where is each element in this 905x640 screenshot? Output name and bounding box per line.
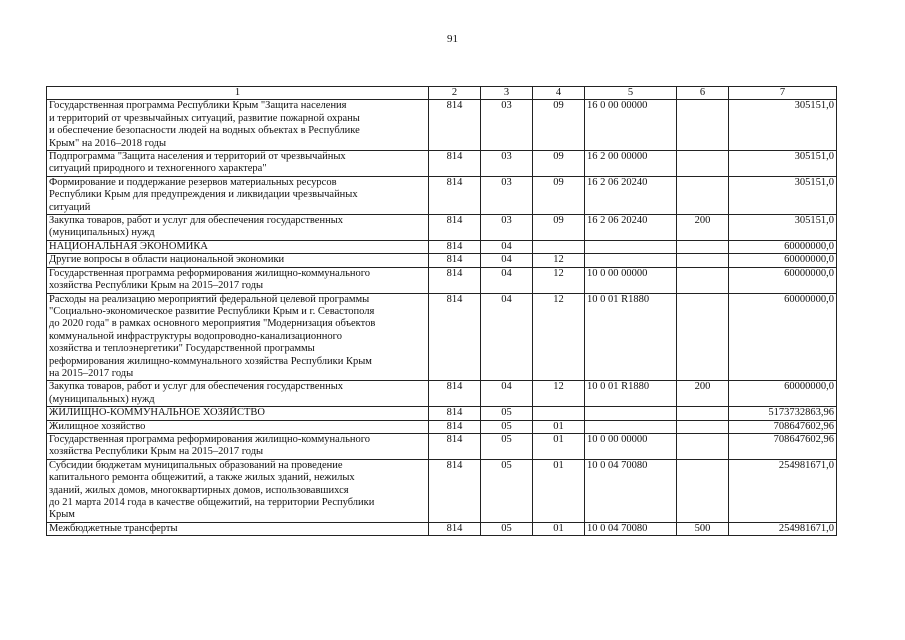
row-name-text: Подпрограмма "Защита населения и территорий от чрезвычайных ситуаций природного и техногенного характера" <box>49 151 346 175</box>
section-code-cell: 03 <box>481 100 533 151</box>
section-code-cell: 03 <box>481 151 533 177</box>
header-col-4: 4 <box>533 87 585 100</box>
subsection-code-cell: 12 <box>533 254 585 267</box>
target-article-cell: 16 2 06 20240 <box>585 215 677 241</box>
amount-cell: 305151,0 <box>729 215 837 241</box>
ministry-code-cell: 814 <box>429 381 481 407</box>
row-name-cell <box>47 240 429 253</box>
row-name-cell <box>47 100 429 151</box>
ministry-code-cell: 814 <box>429 293 481 381</box>
expense-type-cell <box>677 254 729 267</box>
table-body <box>47 100 837 536</box>
ministry-code-cell: 814 <box>429 459 481 522</box>
header-col-2: 2 <box>429 87 481 100</box>
section-code-cell: 03 <box>481 215 533 241</box>
target-article-cell: 10 0 01 R1880 <box>585 381 677 407</box>
page-number: 91 <box>447 33 458 45</box>
target-article-cell: 16 0 00 00000 <box>585 100 677 151</box>
table-row <box>47 459 837 522</box>
row-name-cell <box>47 267 429 293</box>
expense-type-cell: 200 <box>677 381 729 407</box>
ministry-code-cell: 814 <box>429 433 481 459</box>
expense-type-cell <box>677 407 729 420</box>
amount-cell: 60000000,0 <box>729 254 837 267</box>
target-article-cell: 10 0 04 70080 <box>585 459 677 522</box>
table-row <box>47 254 837 267</box>
table-row <box>47 151 837 177</box>
section-code-cell: 05 <box>481 407 533 420</box>
target-article-cell <box>585 240 677 253</box>
table-row <box>47 240 837 253</box>
ministry-code-cell: 814 <box>429 176 481 214</box>
row-name-text: НАЦИОНАЛЬНАЯ ЭКОНОМИКА <box>49 240 208 252</box>
expense-type-cell <box>677 459 729 522</box>
row-name-cell <box>47 151 429 177</box>
row-name-text: Межбюджетные трансферты <box>49 522 178 534</box>
header-col-1: 1 <box>47 87 429 100</box>
table-row <box>47 522 837 535</box>
expense-type-cell <box>677 176 729 214</box>
expense-type-cell: 500 <box>677 522 729 535</box>
expense-type-cell <box>677 100 729 151</box>
target-article-cell: 16 2 06 20240 <box>585 176 677 214</box>
amount-cell: 254981671,0 <box>729 522 837 535</box>
expense-type-cell: 200 <box>677 215 729 241</box>
ministry-code-cell: 814 <box>429 240 481 253</box>
section-code-cell: 04 <box>481 240 533 253</box>
ministry-code-cell: 814 <box>429 215 481 241</box>
subsection-code-cell: 09 <box>533 215 585 241</box>
target-article-cell: 10 0 00 00000 <box>585 267 677 293</box>
row-name-cell <box>47 381 429 407</box>
section-code-cell: 05 <box>481 420 533 433</box>
table-row <box>47 407 837 420</box>
ministry-code-cell: 814 <box>429 407 481 420</box>
table-row <box>47 215 837 241</box>
ministry-code-cell: 814 <box>429 267 481 293</box>
expense-type-cell <box>677 240 729 253</box>
amount-cell: 60000000,0 <box>729 267 837 293</box>
section-code-cell: 05 <box>481 433 533 459</box>
expense-type-cell <box>677 151 729 177</box>
amount-cell: 60000000,0 <box>729 240 837 253</box>
subsection-code-cell: 01 <box>533 459 585 522</box>
target-article-cell: 10 0 04 70080 <box>585 522 677 535</box>
subsection-code-cell: 09 <box>533 151 585 177</box>
target-article-cell: 16 2 00 00000 <box>585 151 677 177</box>
row-name-cell <box>47 254 429 267</box>
section-code-cell: 03 <box>481 176 533 214</box>
amount-cell: 5173732863,96 <box>729 407 837 420</box>
row-name-cell <box>47 420 429 433</box>
header-col-5: 5 <box>585 87 677 100</box>
expense-type-cell <box>677 433 729 459</box>
subsection-code-cell: 12 <box>533 267 585 293</box>
row-name-text: Закупка товаров, работ и услуг для обеспечения государственных (муниципальных) нужд <box>49 381 344 405</box>
subsection-code-cell: 09 <box>533 176 585 214</box>
row-name-cell <box>47 459 429 522</box>
row-name-text: Закупка товаров, работ и услуг для обеспечения государственных (муниципальных) нужд <box>49 215 344 239</box>
section-code-cell: 05 <box>481 522 533 535</box>
table-row <box>47 381 837 407</box>
amount-cell: 305151,0 <box>729 151 837 177</box>
amount-cell: 305151,0 <box>729 100 837 151</box>
row-name-text: Государственная программа Республики Крым "Защита населения и территорий от чрезвычайных ситуаций, развитие пожарной охраны и обеспечение безопасности людей на водных объектах в Республике Крым" на 2016–2018 годы <box>49 100 360 149</box>
header-col-3: 3 <box>481 87 533 100</box>
target-article-cell: 10 0 00 00000 <box>585 433 677 459</box>
ministry-code-cell: 814 <box>429 522 481 535</box>
subsection-code-cell: 01 <box>533 522 585 535</box>
section-code-cell: 04 <box>481 254 533 267</box>
budget-table <box>46 86 837 536</box>
row-name-cell <box>47 176 429 214</box>
section-code-cell: 04 <box>481 381 533 407</box>
expense-type-cell <box>677 420 729 433</box>
header-col-6: 6 <box>677 87 729 100</box>
amount-cell: 60000000,0 <box>729 381 837 407</box>
amount-cell: 305151,0 <box>729 176 837 214</box>
row-name-cell <box>47 407 429 420</box>
table-row <box>47 293 837 381</box>
header-row <box>47 87 837 100</box>
target-article-cell <box>585 407 677 420</box>
expense-type-cell <box>677 267 729 293</box>
amount-cell: 254981671,0 <box>729 459 837 522</box>
ministry-code-cell: 814 <box>429 151 481 177</box>
row-name-text: Формирование и поддержание резервов материальных ресурсов Республики Крым для предупреждения и ликвидации чрезвычайных ситуаций <box>49 176 358 213</box>
expense-type-cell <box>677 293 729 381</box>
target-article-cell <box>585 254 677 267</box>
ministry-code-cell: 814 <box>429 100 481 151</box>
row-name-text: Государственная программа реформирования жилищно-коммунального хозяйства Республики Крым на 2015–2017 годы <box>49 267 371 292</box>
row-name-text: Субсидии бюджетам муниципальных образований на проведение капитального ремонта общежитий, а также жилых зданий, нежилых зданий, жилых домов, многоквартирных домов, использовавшихся до 21 марта 2014 года в качестве общежитий, на территории Республики Крым <box>49 459 375 521</box>
subsection-code-cell <box>533 240 585 253</box>
row-name-cell <box>47 293 429 381</box>
table-row <box>47 267 837 293</box>
table-row <box>47 176 837 214</box>
target-article-cell <box>585 420 677 433</box>
ministry-code-cell: 814 <box>429 420 481 433</box>
subsection-code-cell: 01 <box>533 420 585 433</box>
row-name-cell <box>47 215 429 241</box>
row-name-text: Другие вопросы в области национальной экономики <box>49 254 285 266</box>
row-name-cell <box>47 433 429 459</box>
row-name-cell <box>47 522 429 535</box>
table-row <box>47 433 837 459</box>
section-code-cell: 04 <box>481 293 533 381</box>
subsection-code-cell: 09 <box>533 100 585 151</box>
ministry-code-cell: 814 <box>429 254 481 267</box>
row-name-text: Расходы на реализацию мероприятий федеральной целевой программы "Социально-экономическое развитие Республики Крым и г. Севастополя до 2020 года" в рамках основного мероприятия "Модернизация объектов коммунальной инфраструктуры водопроводно-канализационного хозяйства и теплоэнергетики" Государственной программы реформирования жилищно-коммунального хозяйства Республики Крым на 2015–2017 годы <box>49 293 376 379</box>
amount-cell: 708647602,96 <box>729 420 837 433</box>
row-name-text: ЖИЛИЩНО-КОММУНАЛЬНОЕ ХОЗЯЙСТВО <box>49 407 265 419</box>
table-row <box>47 420 837 433</box>
section-code-cell: 04 <box>481 267 533 293</box>
target-article-cell: 10 0 01 R1880 <box>585 293 677 381</box>
subsection-code-cell: 01 <box>533 433 585 459</box>
subsection-code-cell: 12 <box>533 381 585 407</box>
section-code-cell: 05 <box>481 459 533 522</box>
subsection-code-cell: 12 <box>533 293 585 381</box>
table-row <box>47 100 837 151</box>
row-name-text: Жилищное хозяйство <box>49 420 146 432</box>
amount-cell: 60000000,0 <box>729 293 837 381</box>
row-name-text: Государственная программа реформирования жилищно-коммунального хозяйства Республики Крым на 2015–2017 годы <box>49 433 371 458</box>
amount-cell: 708647602,96 <box>729 433 837 459</box>
subsection-code-cell <box>533 407 585 420</box>
header-col-7: 7 <box>729 87 837 100</box>
